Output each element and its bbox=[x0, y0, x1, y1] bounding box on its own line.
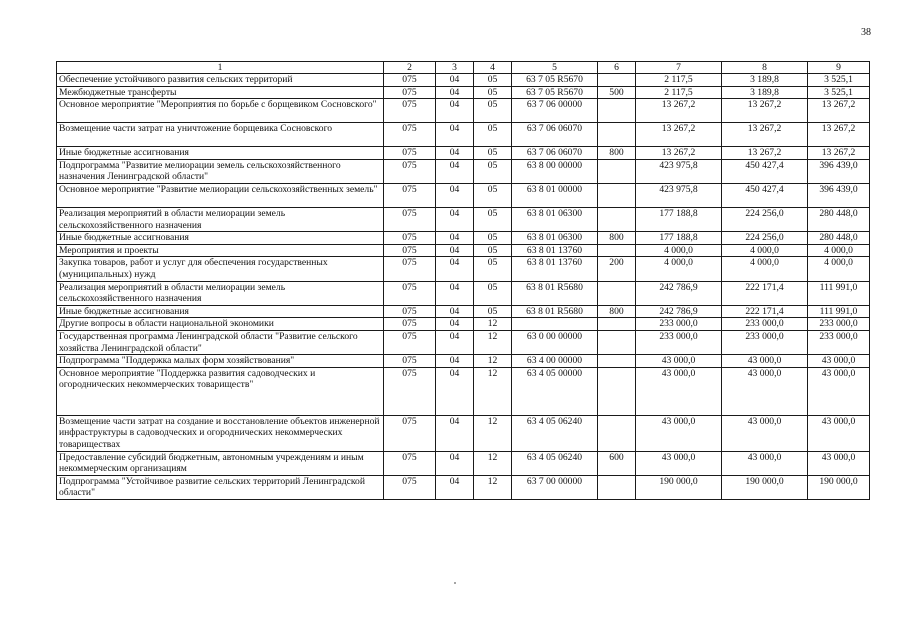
target-article: 63 7 05 R5670 bbox=[512, 86, 598, 99]
amount-year-1: 13 267,2 bbox=[636, 99, 722, 123]
col-header-7: 7 bbox=[636, 62, 722, 74]
subsection-code: 12 bbox=[474, 330, 512, 354]
expense-type bbox=[598, 123, 636, 147]
budget-table bbox=[56, 61, 870, 500]
section-code: 04 bbox=[436, 415, 474, 451]
amount-year-2: 222 171,4 bbox=[722, 281, 808, 305]
amount-year-2: 4 000,0 bbox=[722, 257, 808, 281]
target-article: 63 8 01 R5680 bbox=[512, 305, 598, 318]
table-row bbox=[57, 86, 870, 99]
amount-year-2: 190 000,0 bbox=[722, 475, 808, 499]
target-article: 63 8 01 R5680 bbox=[512, 281, 598, 305]
section-code: 04 bbox=[436, 244, 474, 257]
table-row bbox=[57, 159, 870, 183]
table-row bbox=[57, 475, 870, 499]
section-code: 04 bbox=[436, 183, 474, 207]
section-code: 04 bbox=[436, 367, 474, 415]
target-article: 63 4 00 00000 bbox=[512, 355, 598, 368]
target-article: 63 4 05 06240 bbox=[512, 415, 598, 451]
subsection-code: 05 bbox=[474, 207, 512, 231]
section-code: 04 bbox=[436, 355, 474, 368]
ministry-code: 075 bbox=[384, 99, 436, 123]
expense-type: 200 bbox=[598, 257, 636, 281]
ministry-code: 075 bbox=[384, 281, 436, 305]
expense-type: 800 bbox=[598, 232, 636, 245]
amount-year-3: 3 525,1 bbox=[808, 86, 870, 99]
amount-year-3: 111 991,0 bbox=[808, 305, 870, 318]
expense-type bbox=[598, 415, 636, 451]
ministry-code: 075 bbox=[384, 244, 436, 257]
row-label: Возмещение части затрат на создание и восстановление объектов инженерной инфраструктуры в садоводческих и огороднических некоммерческих товариществах bbox=[57, 415, 384, 451]
amount-year-3: 396 439,0 bbox=[808, 159, 870, 183]
target-article bbox=[512, 318, 598, 331]
target-article: 63 8 01 06300 bbox=[512, 207, 598, 231]
amount-year-1: 423 975,8 bbox=[636, 183, 722, 207]
row-label: Реализация мероприятий в области мелиорации земель сельскохозяйственного назначения bbox=[57, 207, 384, 231]
target-article: 63 0 00 00000 bbox=[512, 330, 598, 354]
col-header-2: 2 bbox=[384, 62, 436, 74]
amount-year-2: 43 000,0 bbox=[722, 355, 808, 368]
target-article: 63 8 00 00000 bbox=[512, 159, 598, 183]
section-code: 04 bbox=[436, 330, 474, 354]
row-label: Основное мероприятие "Развитие мелиорации сельскохозяйственных земель" bbox=[57, 183, 384, 207]
ministry-code: 075 bbox=[384, 183, 436, 207]
table-row bbox=[57, 330, 870, 354]
row-label: Основное мероприятие "Мероприятия по борьбе с борщевиком Сосновского" bbox=[57, 99, 384, 123]
amount-year-3: 233 000,0 bbox=[808, 318, 870, 331]
subsection-code: 12 bbox=[474, 415, 512, 451]
row-label: Мероприятия и проекты bbox=[57, 244, 384, 257]
ministry-code: 075 bbox=[384, 318, 436, 331]
ministry-code: 075 bbox=[384, 86, 436, 99]
amount-year-1: 2 117,5 bbox=[636, 74, 722, 87]
section-code: 04 bbox=[436, 159, 474, 183]
col-header-3: 3 bbox=[436, 62, 474, 74]
subsection-code: 12 bbox=[474, 475, 512, 499]
subsection-code: 05 bbox=[474, 159, 512, 183]
subsection-code: 12 bbox=[474, 355, 512, 368]
table-row bbox=[57, 355, 870, 368]
amount-year-1: 242 786,9 bbox=[636, 281, 722, 305]
amount-year-1: 43 000,0 bbox=[636, 451, 722, 475]
row-label: Закупка товаров, работ и услуг для обеспечения государственных (муниципальных) нужд bbox=[57, 257, 384, 281]
section-code: 04 bbox=[436, 74, 474, 87]
amount-year-3: 13 267,2 bbox=[808, 123, 870, 147]
expense-type: 800 bbox=[598, 305, 636, 318]
ministry-code: 075 bbox=[384, 159, 436, 183]
row-label: Иные бюджетные ассигнования bbox=[57, 305, 384, 318]
amount-year-3: 111 991,0 bbox=[808, 281, 870, 305]
col-header-9: 9 bbox=[808, 62, 870, 74]
table-row bbox=[57, 257, 870, 281]
subsection-code: 05 bbox=[474, 123, 512, 147]
amount-year-3: 43 000,0 bbox=[808, 355, 870, 368]
row-label: Предоставление субсидий бюджетным, автономным учреждениям и иным некоммерческим организациям bbox=[57, 451, 384, 475]
amount-year-2: 43 000,0 bbox=[722, 451, 808, 475]
section-code: 04 bbox=[436, 305, 474, 318]
ministry-code: 075 bbox=[384, 475, 436, 499]
target-article: 63 8 01 00000 bbox=[512, 183, 598, 207]
header-row bbox=[57, 62, 870, 74]
ministry-code: 075 bbox=[384, 367, 436, 415]
col-header-8: 8 bbox=[722, 62, 808, 74]
ministry-code: 075 bbox=[384, 451, 436, 475]
amount-year-2: 450 427,4 bbox=[722, 159, 808, 183]
section-code: 04 bbox=[436, 99, 474, 123]
subsection-code: 12 bbox=[474, 451, 512, 475]
page-number: 38 bbox=[861, 27, 871, 38]
expense-type: 500 bbox=[598, 86, 636, 99]
table-row bbox=[57, 451, 870, 475]
amount-year-2: 233 000,0 bbox=[722, 330, 808, 354]
expense-type bbox=[598, 207, 636, 231]
target-article: 63 8 01 06300 bbox=[512, 232, 598, 245]
table-row bbox=[57, 74, 870, 87]
amount-year-2: 3 189,8 bbox=[722, 86, 808, 99]
table-row bbox=[57, 207, 870, 231]
amount-year-1: 13 267,2 bbox=[636, 123, 722, 147]
amount-year-1: 423 975,8 bbox=[636, 159, 722, 183]
ministry-code: 075 bbox=[384, 415, 436, 451]
row-label: Подпрограмма "Развитие мелиорации земель сельскохозяйственного назначения Ленинградской области" bbox=[57, 159, 384, 183]
subsection-code: 05 bbox=[474, 99, 512, 123]
expense-type bbox=[598, 244, 636, 257]
section-code: 04 bbox=[436, 257, 474, 281]
expense-type bbox=[598, 367, 636, 415]
target-article: 63 7 06 00000 bbox=[512, 99, 598, 123]
amount-year-2: 3 189,8 bbox=[722, 74, 808, 87]
row-label: Государственная программа Ленинградской области "Развитие сельского хозяйства Ленинградской области" bbox=[57, 330, 384, 354]
amount-year-1: 177 188,8 bbox=[636, 232, 722, 245]
subsection-code: 05 bbox=[474, 257, 512, 281]
col-header-6: 6 bbox=[598, 62, 636, 74]
expense-type bbox=[598, 355, 636, 368]
ministry-code: 075 bbox=[384, 232, 436, 245]
amount-year-2: 13 267,2 bbox=[722, 99, 808, 123]
amount-year-1: 13 267,2 bbox=[636, 147, 722, 160]
amount-year-2: 222 171,4 bbox=[722, 305, 808, 318]
table-row bbox=[57, 305, 870, 318]
expense-type bbox=[598, 330, 636, 354]
target-article: 63 7 06 06070 bbox=[512, 147, 598, 160]
section-code: 04 bbox=[436, 281, 474, 305]
expense-type bbox=[598, 183, 636, 207]
row-label: Возмещение части затрат на уничтожение борщевика Сосновского bbox=[57, 123, 384, 147]
table-row bbox=[57, 147, 870, 160]
amount-year-3: 396 439,0 bbox=[808, 183, 870, 207]
target-article: 63 4 05 06240 bbox=[512, 451, 598, 475]
ministry-code: 075 bbox=[384, 207, 436, 231]
row-label: Обеспечение устойчивого развития сельских территорий bbox=[57, 74, 384, 87]
section-code: 04 bbox=[436, 123, 474, 147]
amount-year-2: 450 427,4 bbox=[722, 183, 808, 207]
amount-year-2: 13 267,2 bbox=[722, 123, 808, 147]
amount-year-1: 43 000,0 bbox=[636, 367, 722, 415]
amount-year-3: 4 000,0 bbox=[808, 257, 870, 281]
table-row bbox=[57, 318, 870, 331]
section-code: 04 bbox=[436, 318, 474, 331]
scan-dot bbox=[454, 582, 456, 584]
subsection-code: 05 bbox=[474, 183, 512, 207]
amount-year-1: 233 000,0 bbox=[636, 330, 722, 354]
subsection-code: 12 bbox=[474, 367, 512, 415]
amount-year-1: 43 000,0 bbox=[636, 355, 722, 368]
target-article: 63 8 01 13760 bbox=[512, 244, 598, 257]
amount-year-3: 190 000,0 bbox=[808, 475, 870, 499]
table-row bbox=[57, 123, 870, 147]
subsection-code: 05 bbox=[474, 232, 512, 245]
target-article: 63 7 06 06070 bbox=[512, 123, 598, 147]
table-row bbox=[57, 367, 870, 415]
ministry-code: 075 bbox=[384, 257, 436, 281]
amount-year-1: 190 000,0 bbox=[636, 475, 722, 499]
ministry-code: 075 bbox=[384, 305, 436, 318]
ministry-code: 075 bbox=[384, 74, 436, 87]
row-label: Другие вопросы в области национальной экономики bbox=[57, 318, 384, 331]
row-label: Межбюджетные трансферты bbox=[57, 86, 384, 99]
amount-year-1: 242 786,9 bbox=[636, 305, 722, 318]
amount-year-1: 177 188,8 bbox=[636, 207, 722, 231]
amount-year-1: 43 000,0 bbox=[636, 415, 722, 451]
amount-year-1: 233 000,0 bbox=[636, 318, 722, 331]
subsection-code: 05 bbox=[474, 147, 512, 160]
table-row bbox=[57, 183, 870, 207]
amount-year-1: 4 000,0 bbox=[636, 257, 722, 281]
expense-type bbox=[598, 159, 636, 183]
subsection-code: 05 bbox=[474, 244, 512, 257]
amount-year-3: 43 000,0 bbox=[808, 415, 870, 451]
row-label: Реализация мероприятий в области мелиорации земель сельскохозяйственного назначения bbox=[57, 281, 384, 305]
subsection-code: 05 bbox=[474, 281, 512, 305]
row-label: Подпрограмма "Поддержка малых форм хозяйствования" bbox=[57, 355, 384, 368]
section-code: 04 bbox=[436, 147, 474, 160]
section-code: 04 bbox=[436, 451, 474, 475]
subsection-code: 05 bbox=[474, 86, 512, 99]
row-label: Иные бюджетные ассигнования bbox=[57, 232, 384, 245]
amount-year-3: 280 448,0 bbox=[808, 232, 870, 245]
row-label: Основное мероприятие "Поддержка развития садоводческих и огороднических некоммерческих товариществ" bbox=[57, 367, 384, 415]
section-code: 04 bbox=[436, 207, 474, 231]
ministry-code: 075 bbox=[384, 123, 436, 147]
target-article: 63 8 01 13760 bbox=[512, 257, 598, 281]
section-code: 04 bbox=[436, 86, 474, 99]
amount-year-3: 43 000,0 bbox=[808, 367, 870, 415]
section-code: 04 bbox=[436, 475, 474, 499]
amount-year-2: 13 267,2 bbox=[722, 147, 808, 160]
col-header-5: 5 bbox=[512, 62, 598, 74]
section-code: 04 bbox=[436, 232, 474, 245]
ministry-code: 075 bbox=[384, 330, 436, 354]
target-article: 63 4 05 00000 bbox=[512, 367, 598, 415]
amount-year-2: 224 256,0 bbox=[722, 207, 808, 231]
amount-year-2: 43 000,0 bbox=[722, 415, 808, 451]
amount-year-2: 43 000,0 bbox=[722, 367, 808, 415]
expense-type bbox=[598, 99, 636, 123]
ministry-code: 075 bbox=[384, 355, 436, 368]
table-row bbox=[57, 415, 870, 451]
expense-type: 600 bbox=[598, 451, 636, 475]
col-header-4: 4 bbox=[474, 62, 512, 74]
amount-year-1: 2 117,5 bbox=[636, 86, 722, 99]
col-header-1: 1 bbox=[57, 62, 384, 74]
table-row bbox=[57, 99, 870, 123]
amount-year-3: 3 525,1 bbox=[808, 74, 870, 87]
table-row bbox=[57, 232, 870, 245]
target-article: 63 7 00 00000 bbox=[512, 475, 598, 499]
amount-year-1: 4 000,0 bbox=[636, 244, 722, 257]
expense-type bbox=[598, 475, 636, 499]
row-label: Иные бюджетные ассигнования bbox=[57, 147, 384, 160]
table-row bbox=[57, 244, 870, 257]
amount-year-2: 224 256,0 bbox=[722, 232, 808, 245]
amount-year-3: 43 000,0 bbox=[808, 451, 870, 475]
subsection-code: 05 bbox=[474, 305, 512, 318]
amount-year-3: 4 000,0 bbox=[808, 244, 870, 257]
target-article: 63 7 05 R5670 bbox=[512, 74, 598, 87]
row-label: Подпрограмма "Устойчивое развитие сельских территорий Ленинградской области" bbox=[57, 475, 384, 499]
subsection-code: 05 bbox=[474, 74, 512, 87]
amount-year-3: 13 267,2 bbox=[808, 147, 870, 160]
ministry-code: 075 bbox=[384, 147, 436, 160]
subsection-code: 12 bbox=[474, 318, 512, 331]
amount-year-2: 4 000,0 bbox=[722, 244, 808, 257]
amount-year-2: 233 000,0 bbox=[722, 318, 808, 331]
expense-type bbox=[598, 318, 636, 331]
expense-type: 800 bbox=[598, 147, 636, 160]
expense-type bbox=[598, 281, 636, 305]
amount-year-3: 280 448,0 bbox=[808, 207, 870, 231]
table-body bbox=[57, 74, 870, 500]
amount-year-3: 233 000,0 bbox=[808, 330, 870, 354]
table-row bbox=[57, 281, 870, 305]
expense-type bbox=[598, 74, 636, 87]
amount-year-3: 13 267,2 bbox=[808, 99, 870, 123]
